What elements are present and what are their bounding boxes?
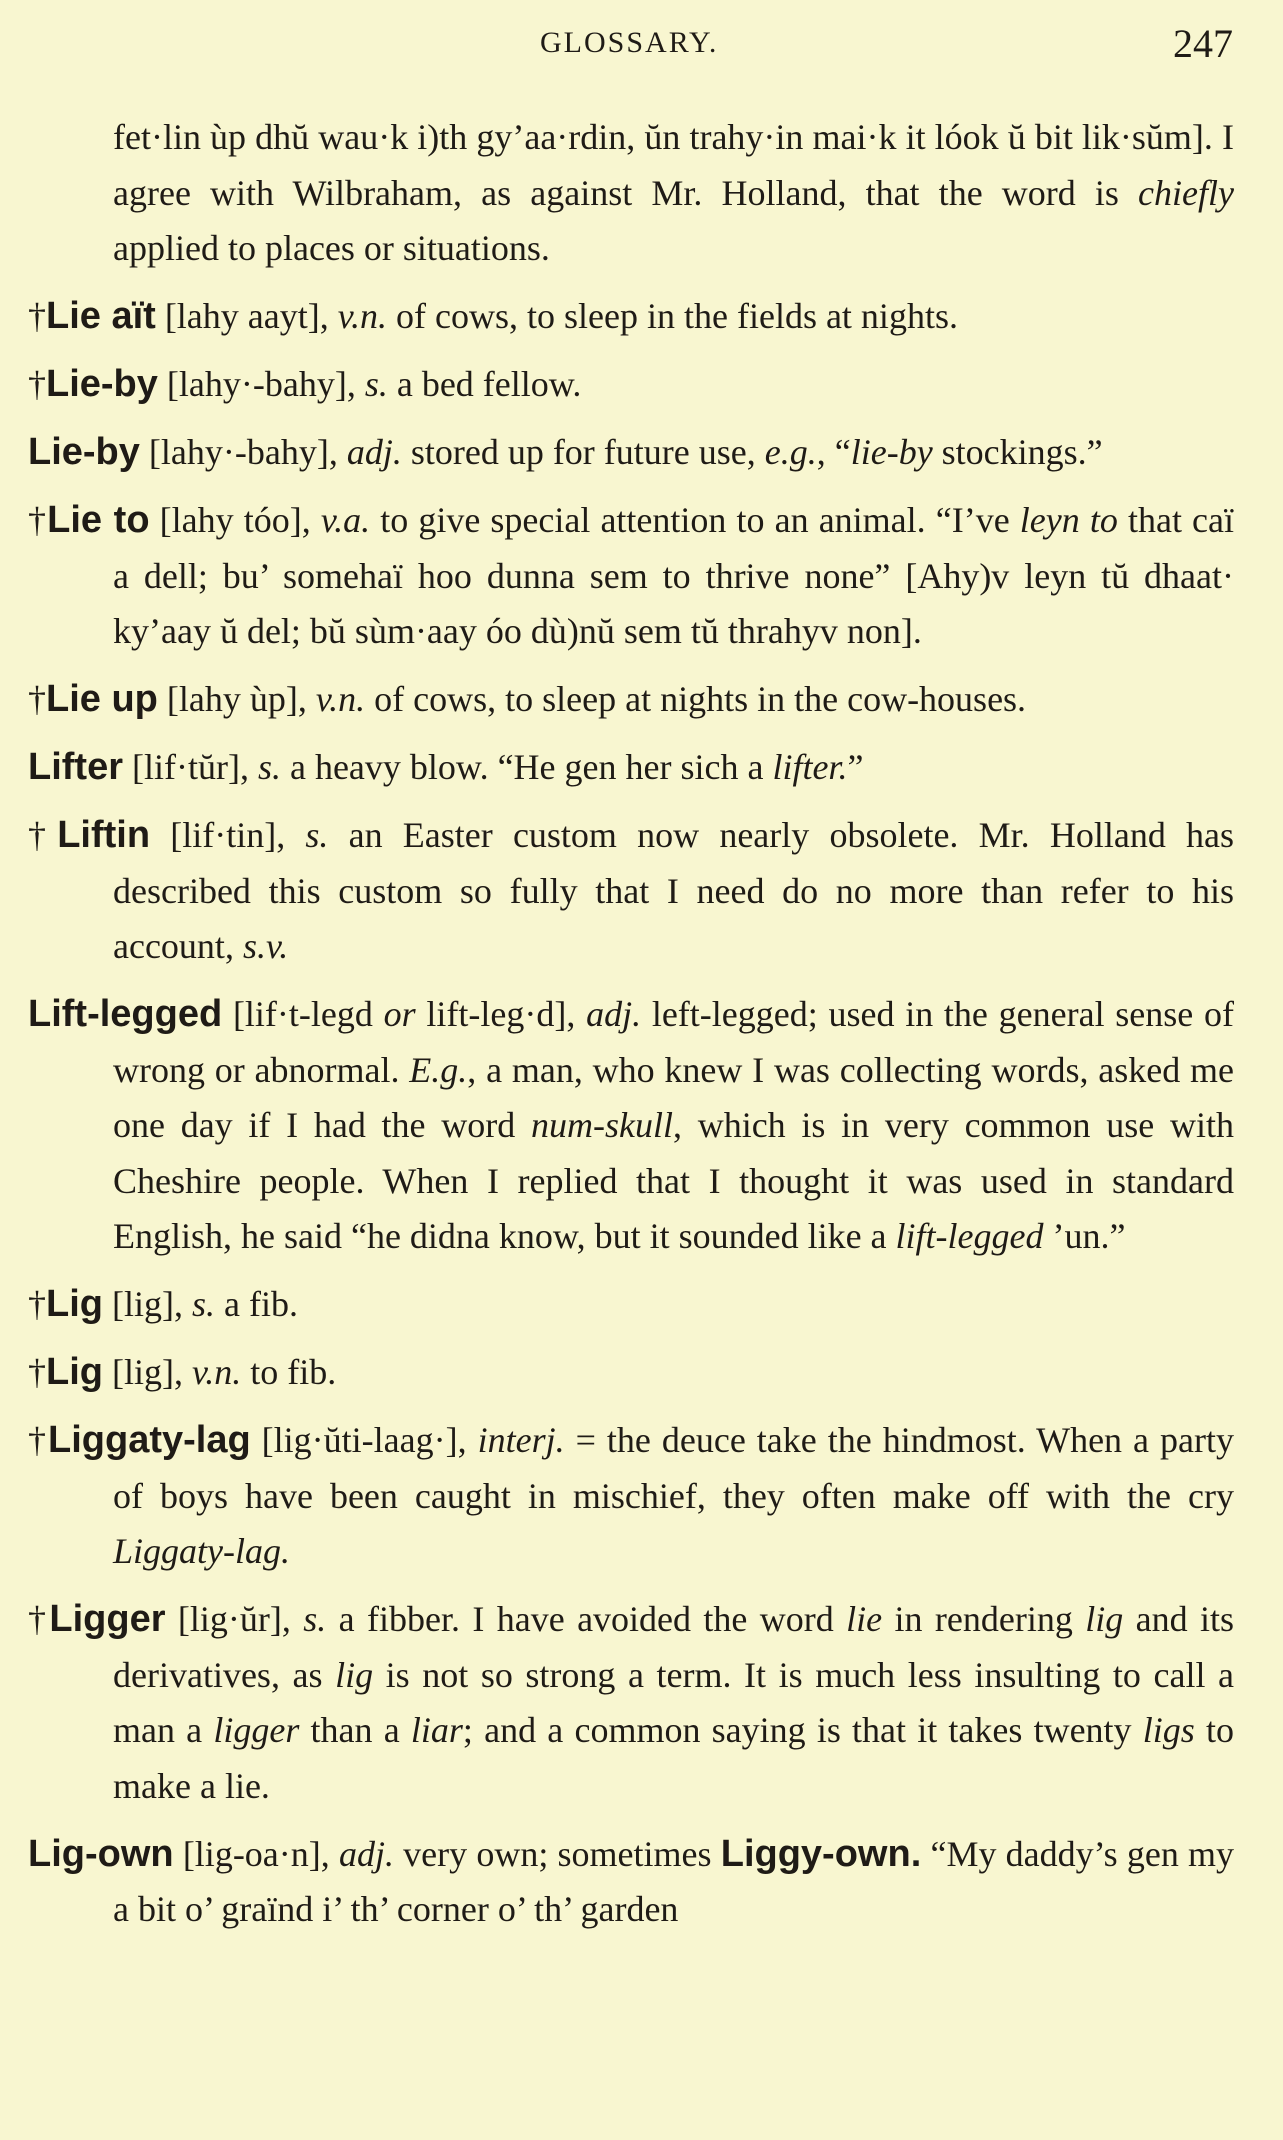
definition-text: , which is in very common use with Cheshire people. When I replied that I thought it was used in standard English, he said “he didna know, but it sounded like a xyxy=(113,1105,1234,1256)
definition-text: [lahy tóo], xyxy=(149,500,321,540)
definition-text: a heavy blow. “He gen her sich a xyxy=(280,747,773,787)
headword: Lig xyxy=(46,1283,103,1325)
italic-text: Liggaty-lag. xyxy=(113,1531,290,1571)
headword: Liftin xyxy=(57,814,151,856)
dagger-mark: † xyxy=(28,1284,46,1324)
variant-headword: Liggy-own. xyxy=(720,1832,922,1875)
glossary-entry xyxy=(28,672,1234,728)
glossary-entry xyxy=(28,425,1234,481)
glossary-entry xyxy=(28,987,1234,1265)
headword: Lig-own xyxy=(28,1832,174,1875)
italic-text: v.a. xyxy=(320,500,371,540)
dagger-mark: † xyxy=(28,1420,48,1460)
italic-text: v.n. xyxy=(337,296,388,336)
definition-text: ; and a common saying is that it takes twenty xyxy=(462,1710,1143,1750)
definition-text: , “ xyxy=(816,432,851,472)
dagger-mark: † xyxy=(28,1352,46,1392)
glossary-entry xyxy=(28,740,1234,796)
definition-text: [lahy aayt], xyxy=(155,296,338,336)
definition-text: [lig·ŭr], xyxy=(165,1599,304,1639)
definition-text: in rendering xyxy=(882,1599,1086,1639)
definition-text: left-legged; used in the general sense of wrong or abnormal. xyxy=(113,994,1234,1090)
dagger-mark: † xyxy=(28,500,48,540)
definition-text: [lif·tŭr], xyxy=(123,747,258,787)
glossary-entry xyxy=(28,808,1234,975)
definition-text: is not so strong a term. It is much less insulting to call a man a xyxy=(113,1654,1234,1750)
definition-text: stored up for future use, xyxy=(401,432,765,472)
italic-text: adj. xyxy=(338,1833,394,1874)
italic-text: num-skull xyxy=(530,1105,673,1145)
definition-text: very own; sometimes xyxy=(393,1833,721,1874)
definition-text: of cows, to sleep at nights in the cow-houses. xyxy=(365,679,1027,719)
definition-text: of cows, to sleep in the fields at nights. xyxy=(387,296,958,336)
headword: Lie-by xyxy=(46,363,158,405)
definition-text: an Easter custom now nearly obsolete. Mr. Holland has described this custom so fully that I need do no more than refer to his account, xyxy=(113,815,1234,966)
definition-text: fet·lin ùp dhŭ wau·k i)th gy’aa·rdin, ŭn trahy·in mai·k it lóok ŭ bit lik·sŭm]. I agree with Wilbraham, as against Mr. Holland, that the word is xyxy=(113,117,1234,213)
italic-text: ligger xyxy=(213,1710,300,1750)
italic-text: s. xyxy=(303,1599,327,1639)
definition-text: [lahy·-bahy], xyxy=(139,432,347,472)
italic-text: E.g. xyxy=(409,1049,468,1090)
definition-text: [lif·tin], xyxy=(150,815,306,855)
definition-text: stockings.” xyxy=(932,432,1103,472)
dagger-mark: † xyxy=(28,296,46,336)
definition-text: [lif·t-legd xyxy=(222,994,384,1034)
page-header xyxy=(0,18,1283,78)
dagger-mark: † xyxy=(28,364,46,404)
headword: Ligger xyxy=(49,1598,166,1640)
definition-text: “My daddy’s gen my a bit o’ graïnd i’ th’ corner o’ th’ garden xyxy=(113,1833,1235,1929)
definition-text: to make a lie. xyxy=(113,1710,1234,1806)
italic-text: e.g. xyxy=(764,432,817,472)
headword: Lift-legged xyxy=(28,993,223,1035)
glossary-entry xyxy=(28,1277,1234,1333)
glossary-entry xyxy=(28,289,1234,345)
headword: Lie aït xyxy=(46,295,156,337)
definition-text: a fibber. I have avoided the word xyxy=(326,1599,847,1639)
italic-text: lie-by xyxy=(850,432,933,472)
definition-text: to fib. xyxy=(241,1352,337,1392)
headword: Lifter xyxy=(28,746,123,788)
glossary-entry xyxy=(28,493,1234,660)
definition-text: ” xyxy=(847,747,864,787)
glossary-body xyxy=(28,110,1234,1950)
glossary-entry xyxy=(28,1345,1234,1401)
definition-text: lift-leg·d], xyxy=(415,994,587,1034)
definition-text: [lahy·-bahy], xyxy=(157,364,365,404)
italic-text: v.n. xyxy=(191,1352,242,1392)
italic-text: s. xyxy=(191,1284,215,1324)
italic-text: s. xyxy=(364,364,388,404)
definition-text: than a xyxy=(299,1710,411,1750)
italic-text: s.v. xyxy=(242,926,289,966)
definition-text: a bed fellow. xyxy=(387,364,582,404)
italic-text: s. xyxy=(257,747,281,787)
italic-text: lig xyxy=(1085,1599,1124,1639)
dagger-mark: † xyxy=(28,679,46,719)
definition-text: to give special attention to an animal. “I’ve xyxy=(370,500,1020,540)
glossary-entry xyxy=(28,1827,1234,1938)
italic-text: liar xyxy=(410,1710,463,1750)
glossary-entry xyxy=(28,357,1234,413)
dagger-mark: † xyxy=(28,1599,50,1639)
italic-text: or xyxy=(383,994,416,1034)
glossary-entry xyxy=(28,1413,1234,1580)
dagger-mark: † xyxy=(28,815,58,855)
definition-text: [lig], xyxy=(102,1352,192,1392)
headword: Lie-by xyxy=(28,431,140,473)
glossary-entry xyxy=(28,1592,1234,1814)
definition-text: [lig·ŭti-laag·], xyxy=(250,1420,478,1460)
italic-text: s. xyxy=(305,815,329,855)
definition-text: a fib. xyxy=(214,1284,298,1324)
italic-text: lie xyxy=(846,1599,883,1639)
italic-text: leyn to xyxy=(1019,500,1118,540)
definition-text: [lig], xyxy=(102,1284,192,1324)
italic-text: adj. xyxy=(346,432,402,472)
definition-text: [lahy ùp], xyxy=(157,679,316,719)
definition-text: [lig-oa·n], xyxy=(173,1833,339,1874)
italic-text: interj. xyxy=(477,1420,565,1460)
italic-text: adj. xyxy=(586,994,642,1034)
definition-text: applied to places or situations. xyxy=(113,228,550,268)
headword: Lie up xyxy=(46,678,158,720)
headword: Lie to xyxy=(47,499,150,541)
headword: Liggaty-lag xyxy=(48,1419,251,1461)
page-number: 247 xyxy=(1173,21,1233,66)
definition-text: that caï a dell; bu’ somehaï hoo dunna sem to thrive none” [Ahy)v leyn tŭ dhaat· ky’aay ŭ del; bŭ sùm·aay óo dù)nŭ sem tŭ thrahyv non]. xyxy=(113,500,1234,651)
italic-text: v.n. xyxy=(315,679,366,719)
italic-text: lift-legged xyxy=(895,1216,1044,1256)
entry-continuation xyxy=(28,110,1234,277)
italic-text: chiefly xyxy=(1138,172,1234,213)
definition-text: and its derivatives, as xyxy=(113,1599,1235,1695)
definition-text: ’un.” xyxy=(1043,1216,1126,1256)
headword: Lig xyxy=(46,1351,103,1393)
definition-text: , a man, who knew I was collecting words, asked me one day if I had the word xyxy=(113,1049,1234,1145)
running-title: GLOSSARY. xyxy=(540,26,719,59)
definition-text: = the deuce take the hindmost. When a party of boys have been caught in mischief, they often make off with the cry xyxy=(113,1420,1234,1516)
italic-text: ligs xyxy=(1142,1710,1195,1750)
italic-text: lifter. xyxy=(772,747,848,787)
italic-text: lig xyxy=(335,1654,374,1695)
